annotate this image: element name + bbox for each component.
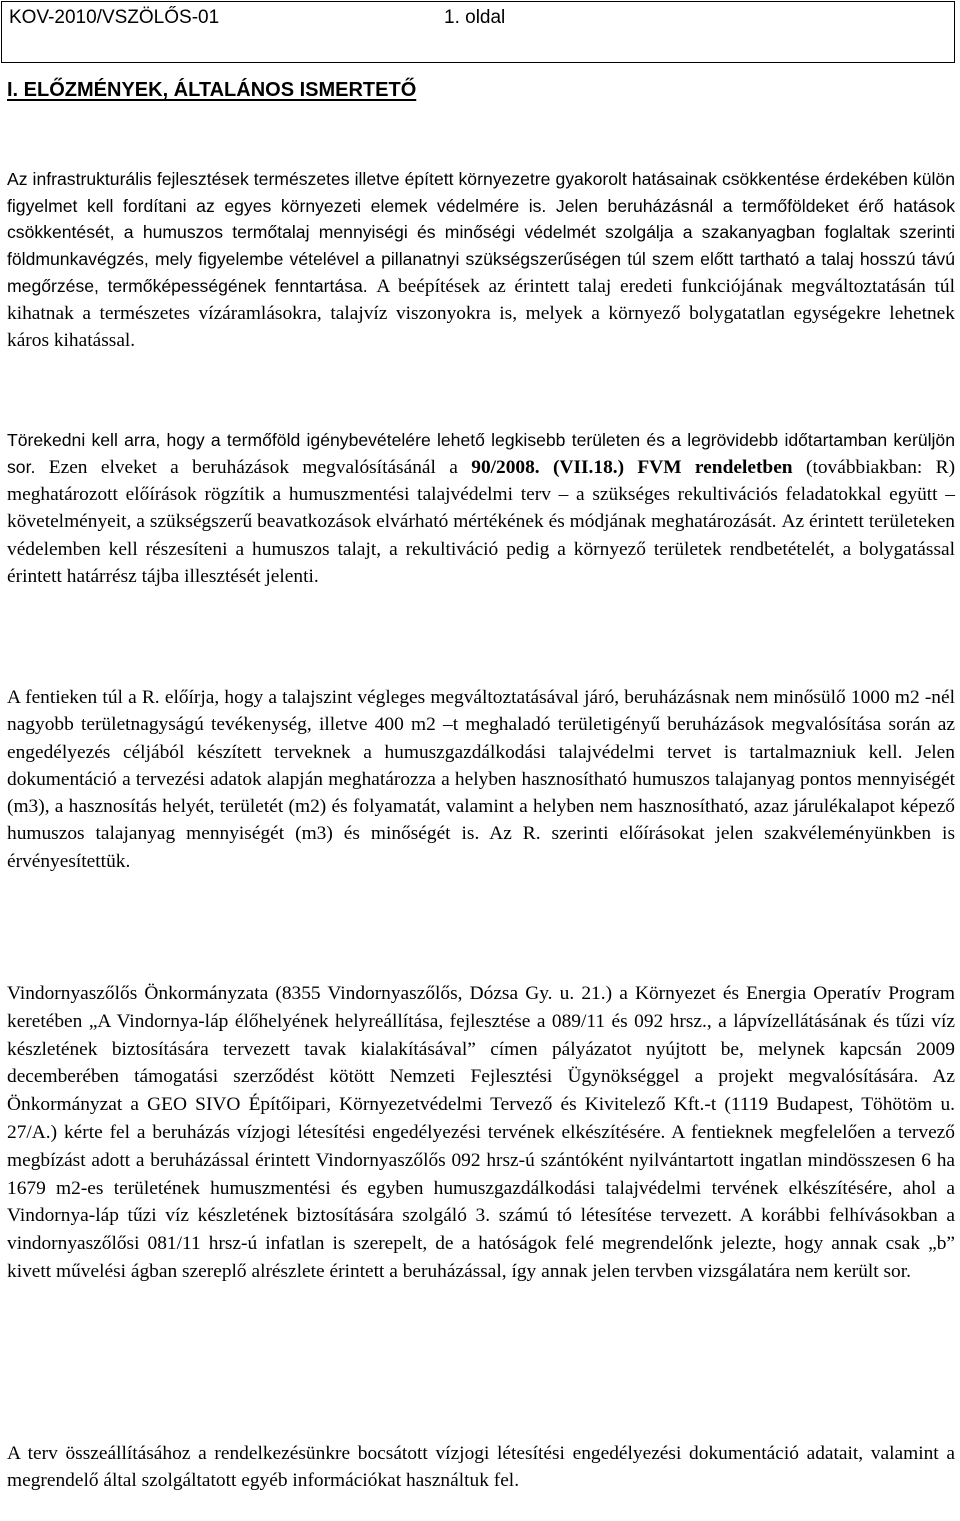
regulation-reference: 90/2008. (VII.18.) FVM rendeletben (471, 456, 793, 478)
paragraph-regulation (7, 427, 955, 590)
page-number: 1. oldal (444, 7, 506, 28)
paragraph-project: Vindornyaszőlős Önkormányzata (8355 Vindornyaszőlős, Dózsa Gy. u. 21.) a Környezet és Energia Operatív Program keretében „A Vindornya-láp élőhelyének helyreállítása, fejlesztése a 089/11 és 092 hrsz., a lápvízellátásának és tűzi víz készletének biztosítására tervezett tavak kialakításával” címen pályázatot nyújtott be, melynek kapcsán 2009 decemberében támogatási szerződést kötött Nemzeti Fejlesztési Ügynökséggel a projekt megvalósítására. Az Önkormányzat a GEO SIVO Építőipari, Környezetvédelmi Tervező és Kivitelező Kft.-t (1119 Budapest, Töhötöm u. 27/A.) kérte fel a beruházás vízjogi létesítési engedélyezési tervének elkészítésére. A fentieknek megfelelően a tervező megbízást adott a beruházással érintett Vindornyaszőlős 092 hrsz-ú szántóként nyilvántartott ingatlan mindösszesen 6 ha 1679 m2-es területének humuszmentési és egyben humuszgazdálkodási talajvédelmi tervének elkészítésére, ahol a Vindornya-láp tűzi víz készletének biztosítására szolgáló 3. számú tó létesítése tervezett. A korábbi felhívásokban a vindornyaszőlősi 081/11 hrsz-ú infatlan is szerepelt, de a hatóságok felé megrendelőnk jelezte, hogy annak csak „b” kivett művelési ágban szereplő alrészlete érintett a beruházással, így annak jelen tervben vizsgálatára nem került sor. (7, 983, 955, 1282)
paragraph-intro (7, 166, 955, 355)
paragraph-requirements: A fentieken túl a R. előírja, hogy a talajszint végleges megváltoztatásával járó, beruházásnak nem minősülő 1000 m2 -nél nagyobb területnagyságú tevékenység, illetve 400 m2 –t meghaladó területigényű beruházások megvalósítása során az engedélyezés céljából készített terveknek a humuszgazdálkodási talajvédelmi tervet is tartalmazniuk kell. Jelen dokumentáció a tervezési adatok alapján meghatározza a helyben hasznosítható humuszos talajanyag pontos mennyiségét (m3), a hasznosítás helyét, területét (m2) és folyamatát, valamint a helyben nem hasznosítható, azaz járulékalapot képező humuszos talajanyag mennyiségét (m3) és minőségét is. Az R. szerinti előírásokat jelen szakvéleményünkben is érvényesítettük. (7, 687, 955, 872)
paragraph-intro-text: Az infrastrukturális fejlesztések természetes illetve épített környezetre gyakorolt hatásainak csökkentése érdekében külön figyelmet kell fordítani az egyes környezeti elemek védelmére is. Jelen beruházásnál a termőföldeket érő hatások csökkentését, a humuszos termőtalaj mennyiségi és minőségi védelmét szolgálja a szakanyagban foglaltak szerinti földmunkavégzés, mely figyelembe vételével a pillanatnyi szükségszerűségen túl szem előtt tartható a talaj hosszú távú megőrzése, termőképességének fenntartása. (7, 169, 955, 296)
paragraph-sources: A terv összeállításához a rendelkezésünkre bocsátott vízjogi létesítési engedélyezési dokumentáció adatait, valamint a megrendelő által szolgáltatott egyéb információkat használtuk fel. (7, 1443, 955, 1492)
paragraph-regulation-text: Törekedni kell arra, hogy a termőföld igénybevételére lehető legkisebb területen és a legrövidebb időtartamban kerüljön sor. (7, 430, 955, 477)
paragraph-regulation-text-4: Az érintett területeken védelemben kell részesíteni a humuszos talajt, a rekultiváció pedig a környező területek rendbetételét, a bolygatással érintett határrész tájba illesztését jelenti. (7, 511, 956, 587)
document-header (1, 1, 955, 63)
paragraph-regulation-text-2: Ezen elveket a beruházások megvalósításánál a (48, 456, 458, 478)
paragraph-regulation-text-3: (továbbiakban: R) meghatározott előírások rögzítik a humuszmentési talajvédelmi terv – a szükséges rekultivációs feladatokkal együtt – követelményeit, a szükségszerű beavatkozások elvárható mértékének és módjának meghatározását. (7, 456, 956, 533)
section-title: I. ELŐZMÉNYEK, ÁLTALÁNOS ISMERTETŐ (7, 79, 417, 101)
paragraph-intro-text-2: A beépítések az érintett talaj eredeti funkciójának megváltoztatásán túl kihatnak a természetes vízáramlásokra, talajvíz viszonyokra is, melyek a környező bolygatatlan egységekre lehetnek káros kihatással. (7, 275, 955, 352)
document-id: KOV-2010/VSZÖLŐS-01 (9, 7, 220, 28)
